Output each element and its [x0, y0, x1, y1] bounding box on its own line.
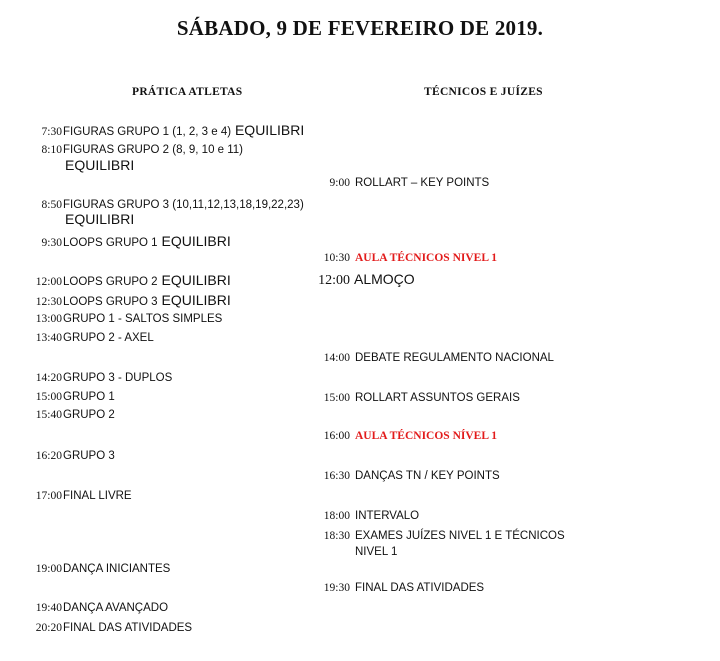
row-label: DEBATE REGULAMENTO NACIONAL — [355, 352, 554, 364]
row-time: 19:40 — [35, 602, 62, 614]
row-time: 8:50 — [41, 199, 62, 211]
row-time: 9:00 — [329, 177, 350, 189]
schedule-row — [32, 621, 192, 636]
schedule-row — [320, 469, 500, 484]
row-time: 17:00 — [35, 490, 62, 502]
row-time: 15:00 — [323, 392, 350, 404]
row-label: ROLLART ASSUNTOS GERAIS — [355, 392, 520, 404]
schedule-row — [32, 390, 115, 405]
row-time: 19:00 — [35, 563, 62, 575]
row-label: INTERVALO — [355, 510, 420, 522]
row-time: 13:00 — [35, 313, 62, 325]
schedule-row — [32, 293, 231, 310]
schedule-row — [320, 581, 484, 596]
schedule-row — [36, 123, 304, 140]
row-continuation: EQUILIBRI — [65, 157, 135, 173]
row-label: ALMOÇO — [354, 271, 415, 287]
schedule-row — [32, 449, 115, 464]
row-time: 16:30 — [323, 470, 350, 482]
schedule-row — [32, 562, 170, 577]
row-label: GRUPO 1 - SALTOS SIMPLES — [63, 313, 223, 325]
row-label: FIGURAS GRUPO 3 (10,11,12,13,18,19,22,23) — [63, 199, 304, 211]
schedule-row — [32, 312, 222, 327]
schedule-row — [320, 429, 497, 444]
row-time: 7:30 — [41, 126, 62, 138]
row-time: 14:00 — [323, 352, 350, 364]
row-time: 13:40 — [35, 332, 62, 344]
row-label: ROLLART – KEY POINTS — [355, 177, 490, 189]
row-time: 14:20 — [35, 372, 62, 384]
schedule-row — [36, 141, 243, 158]
row-label: GRUPO 3 - DUPLOS — [63, 372, 173, 384]
highlight-label: AULA TÉCNICOS NÍVEL 1 — [355, 430, 497, 442]
row-label: FINAL DAS ATIVIDADES — [355, 582, 485, 594]
page-title: SÁBADO, 9 DE FEVEREIRO DE 2019. — [176, 16, 544, 40]
row-time: 18:30 — [323, 530, 350, 542]
coaches-judges-column-heading: TÉCNICOS E JUÍZES — [424, 86, 543, 98]
row-time: 16:00 — [323, 430, 350, 442]
row-time: 8:10 — [41, 144, 62, 156]
schedule-row — [32, 489, 132, 504]
schedule-row — [320, 251, 497, 266]
row-time: 19:30 — [323, 582, 350, 594]
row-label: FINAL DAS ATIVIDADES — [63, 622, 193, 634]
row-label: LOOPS GRUPO 1 EQUILIBRI — [63, 233, 231, 249]
schedule-row — [320, 391, 520, 406]
row-time: 18:00 — [323, 510, 350, 522]
row-time: 12:00 — [318, 273, 350, 288]
row-label: DANÇAS TN / KEY POINTS — [355, 470, 500, 482]
row-time: 9:30 — [41, 237, 62, 249]
row-time: 12:00 — [35, 276, 62, 288]
row-continuation: NIVEL 1 — [355, 546, 398, 558]
row-label: FIGURAS GRUPO 1 (1, 2, 3 e 4) EQUILIBRI — [63, 122, 305, 138]
row-label: FIGURAS GRUPO 2 (8, 9, 10 e 11) — [63, 144, 244, 156]
row-label: EXAMES JUÍZES NIVEL 1 E TÉCNICOS — [355, 530, 565, 542]
schedule-row — [320, 509, 419, 524]
row-label: FINAL LIVRE — [63, 490, 132, 502]
row-label: GRUPO 2 - AXEL — [63, 332, 154, 344]
row-label: GRUPO 3 — [63, 450, 115, 462]
row-time: 10:30 — [323, 252, 350, 264]
schedule-row — [320, 351, 554, 366]
athletes-column-heading: PRÁTICA ATLETAS — [132, 86, 243, 98]
row-label: GRUPO 2 — [63, 409, 115, 421]
row-time: 15:00 — [35, 391, 62, 403]
schedule-row — [32, 331, 154, 346]
schedule-row — [36, 234, 231, 251]
schedule-row — [32, 601, 168, 616]
schedule-row — [320, 529, 565, 544]
row-time: 16:20 — [35, 450, 62, 462]
schedule-row — [320, 176, 489, 191]
schedule-row — [32, 371, 172, 386]
row-time: 20:20 — [35, 622, 62, 634]
row-label: DANÇA INICIANTES — [63, 563, 171, 575]
row-label: DANÇA AVANÇADO — [63, 602, 169, 614]
schedule-row — [32, 408, 115, 423]
schedule-row — [316, 272, 415, 289]
row-label: GRUPO 1 — [63, 391, 115, 403]
row-time: 15:40 — [35, 409, 62, 421]
row-label: LOOPS GRUPO 3 EQUILIBRI — [63, 292, 231, 308]
row-label: LOOPS GRUPO 2 EQUILIBRI — [63, 272, 231, 288]
highlight-label: AULA TÉCNICOS NIVEL 1 — [355, 252, 497, 264]
row-continuation: EQUILIBRI — [65, 211, 135, 227]
schedule-row — [32, 273, 231, 290]
row-time: 12:30 — [35, 296, 62, 308]
